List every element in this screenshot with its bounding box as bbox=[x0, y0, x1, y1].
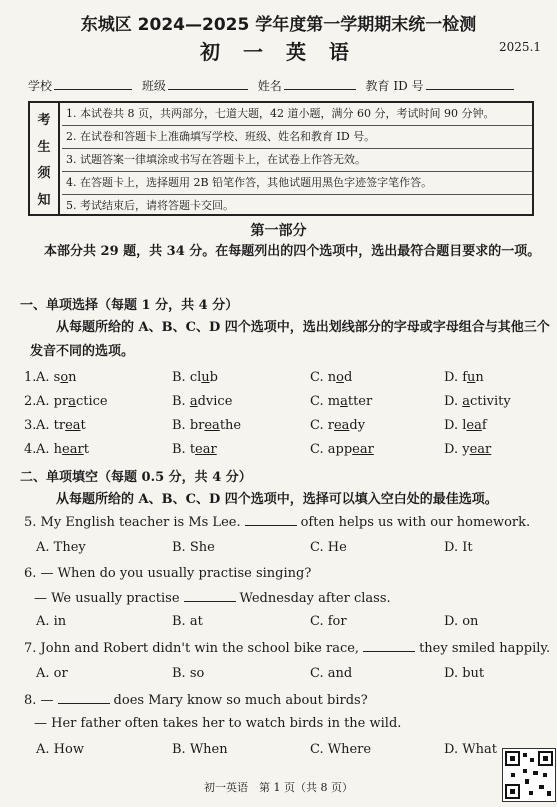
answer-blank bbox=[184, 590, 236, 602]
name-blank bbox=[284, 78, 356, 90]
option-d[interactable]: D. on bbox=[444, 614, 479, 629]
option-a[interactable]: A. They bbox=[36, 540, 86, 555]
question-3: 3. A. treat B. breathe C. ready D. leaf bbox=[24, 418, 487, 433]
exam-notes-box bbox=[28, 101, 534, 216]
answer-blank bbox=[245, 514, 297, 526]
option-d[interactable]: D. activity bbox=[444, 394, 511, 409]
class-label: 班级 bbox=[141, 79, 166, 93]
note-item: 5. 考试结束后，请将答题卡交回。 bbox=[66, 199, 234, 212]
option-c[interactable]: C. Where bbox=[310, 742, 372, 757]
question-6: 6. — When do you usually practise singing? bbox=[24, 566, 312, 581]
class-blank bbox=[168, 78, 248, 90]
option-b[interactable]: B. club bbox=[172, 370, 218, 385]
option-d[interactable]: D. year bbox=[444, 442, 492, 457]
question-6-reply: — We usually practise Wednesday after class. bbox=[34, 591, 391, 606]
id-blank bbox=[426, 78, 514, 90]
option-b[interactable]: B. She bbox=[172, 540, 215, 555]
id-label: 教育 ID 号 bbox=[365, 79, 424, 93]
part-title: 第一部分 bbox=[250, 223, 307, 239]
option-b[interactable]: B. breathe bbox=[172, 418, 242, 433]
option-d[interactable]: D. but bbox=[444, 666, 485, 681]
option-d[interactable]: D. leaf bbox=[444, 418, 487, 433]
option-d[interactable]: D. What bbox=[444, 742, 497, 757]
school-blank bbox=[54, 78, 132, 90]
option-c[interactable]: C. and bbox=[310, 666, 353, 681]
option-a[interactable]: A. practice bbox=[36, 394, 108, 409]
part-intro: 本部分共 29 题，共 34 分。在每题列出的四个选项中，选出最符合题目要求的一项。 bbox=[44, 244, 541, 259]
notes-label: 考 生 须 知 bbox=[30, 103, 60, 214]
school-label: 学校 bbox=[28, 79, 53, 93]
option-a[interactable]: A. heart bbox=[36, 442, 89, 457]
section-2-instruction: 从每题所给的 A、B、C、D 四个选项中，选择可以填入空白处的最佳选项。 bbox=[56, 492, 498, 507]
note-item: 1. 本试卷共 8 页，共两部分，七道大题，42 道小题，满分 60 分，考试时间 90 分钟。 bbox=[62, 103, 532, 126]
option-a[interactable]: A. in bbox=[36, 614, 67, 629]
option-c[interactable]: C. for bbox=[310, 614, 347, 629]
option-b[interactable]: B. at bbox=[172, 614, 203, 629]
option-c[interactable]: C. appear bbox=[310, 442, 374, 457]
notes-list bbox=[62, 103, 532, 217]
answer-blank bbox=[58, 692, 110, 704]
student-info-line bbox=[28, 77, 548, 94]
option-b[interactable]: B. When bbox=[172, 742, 228, 757]
question-4: 4. A. heart B. tear C. appear D. year bbox=[24, 442, 492, 457]
option-b[interactable]: B. so bbox=[172, 666, 205, 681]
option-c[interactable]: C. nod bbox=[310, 370, 353, 385]
note-item: 4. 在答题卡上，选择题用 2B 铅笔作答，其他试题用黑色字迹签字笔作答。 bbox=[62, 172, 532, 195]
option-b[interactable]: B. advice bbox=[172, 394, 233, 409]
question-8-reply: — Her father often takes her to watch birds in the wild. bbox=[34, 716, 402, 731]
question-5: 5. My English teacher is Ms Lee. often helps us with our homework. bbox=[24, 515, 531, 530]
option-b[interactable]: B. tear bbox=[172, 442, 217, 457]
option-a[interactable]: A. treat bbox=[36, 418, 86, 433]
option-a[interactable]: A. or bbox=[36, 666, 68, 681]
note-item: 3. 试题答案一律填涂或书写在答题卡上，在试卷上作答无效。 bbox=[62, 149, 532, 172]
answer-blank bbox=[363, 640, 415, 652]
note-item: 2. 在试卷和答题卡上准确填写学校、班级、姓名和教育 ID 号。 bbox=[62, 126, 532, 149]
exam-title: 东城区 2024—2025 学年度第一学期期末统一检测 bbox=[80, 15, 477, 35]
section-1-instruction: 从每题所给的 A、B、C、D 四个选项中，选出划线部分的字母或字母组合与其他三个发音不同的选项。 bbox=[30, 320, 550, 359]
option-a[interactable]: A. How bbox=[36, 742, 84, 757]
question-7: 7. John and Robert didn't win the school bike race, they smiled happily. bbox=[24, 641, 551, 656]
name-label: 姓名 bbox=[257, 79, 282, 93]
option-c[interactable]: C. ready bbox=[310, 418, 366, 433]
option-a[interactable]: A. son bbox=[36, 370, 77, 385]
question-1: 1. A. son B. club C. nod D. fun bbox=[24, 370, 484, 385]
subject-title: 初 一 英 语 bbox=[200, 40, 357, 64]
option-d[interactable]: D. fun bbox=[444, 370, 484, 385]
section-1-title: 一、单项选择（每题 1 分，共 4 分） bbox=[20, 298, 239, 313]
option-c[interactable]: C. matter bbox=[310, 394, 373, 409]
option-d[interactable]: D. It bbox=[444, 540, 473, 555]
option-c[interactable]: C. He bbox=[310, 540, 347, 555]
section-2-title: 二、单项填空（每题 0.5 分，共 4 分） bbox=[20, 470, 252, 485]
exam-date: 2025.1 bbox=[499, 40, 541, 54]
question-2: 2. A. practice B. advice C. matter D. activity bbox=[24, 394, 511, 409]
question-8: 8. — does Mary know so much about birds? bbox=[24, 693, 368, 708]
page-footer: 初一英语 第 1 页（共 8 页） bbox=[204, 781, 353, 794]
